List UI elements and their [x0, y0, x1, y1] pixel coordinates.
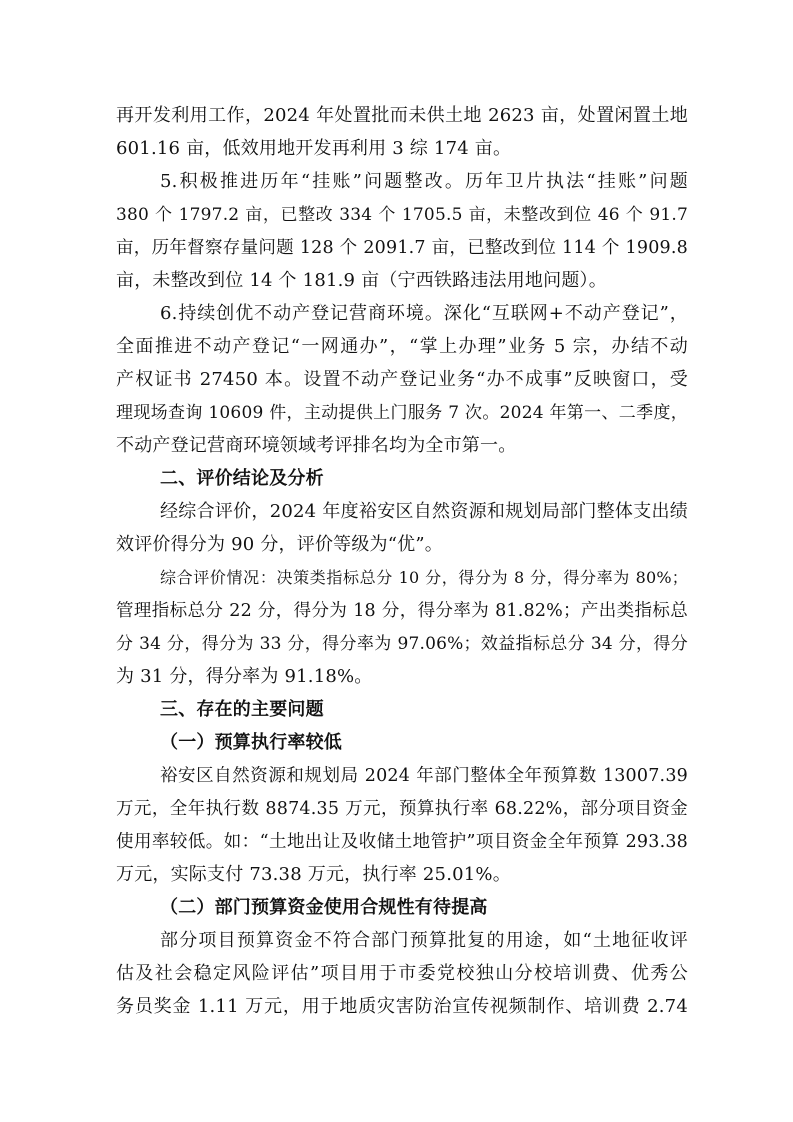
body-line: 380 个 1797.2 亩，已整改 334 个 1705.5 亩，未整改到位 46 个 91.7: [116, 205, 688, 225]
body-line: 万元，全年执行数 8874.35 万元，预算执行率 68.22%，部分项目资金: [116, 799, 688, 819]
body-line: 亩，历年督察存量问题 128 个 2091.7 亩，已整改到位 114 个 1909.8: [116, 238, 688, 258]
body-line: 裕安区自然资源和规划局 2024 年部门整体全年预算数 13007.39: [160, 766, 688, 786]
section-heading: 二、评价结论及分析: [160, 468, 324, 489]
subsection-heading: （二）部门预算资金使用合规性有待提高: [160, 897, 488, 918]
body-line: 使用率较低。如：“土地出让及收储土地管护”项目资金全年预算 293.38: [116, 832, 688, 852]
body-line: 估及社会稳定风险评估”项目用于市委党校独山分校培训费、优秀公: [116, 963, 688, 984]
body-line: 分 34 分，得分为 33 分，得分率为 97.06%；效益指标总分 34 分，得分: [116, 634, 688, 654]
body-line: 不动产登记营商环境领域考评排名均为全市第一。: [116, 435, 517, 456]
body-line: 经综合评价，2024 年度裕安区自然资源和规划局部门整体支出绩: [160, 501, 688, 522]
body-line: 效评价得分为 90 分，评价等级为“优”。: [116, 534, 443, 555]
section-heading: 三、存在的主要问题: [160, 699, 324, 720]
body-line: 务员奖金 1.11 万元，用于地质灾害防治宣传视频制作、培训费 2.74: [116, 996, 688, 1017]
body-line: 全面推进不动产登记“一网通办”，“掌上办理”业务 5 宗，办结不动: [116, 336, 688, 357]
body-line: 产权证书 27450 本。设置不动产登记业务“办不成事”反映窗口，受: [116, 369, 688, 390]
body-line: 管理指标总分 22 分，得分为 18 分，得分率为 81.82%；产出类指标总: [116, 601, 688, 621]
body-line: 601.16 亩，低效用地开发再利用 3 综 174 亩。: [116, 138, 512, 159]
body-line: 理现场查询 10609 件，主动提供上门服务 7 次。2024 年第一、二季度，: [116, 403, 688, 423]
body-line: 万元，实际支付 73.38 万元，执行率 25.01%。: [116, 864, 511, 885]
body-line: 部分项目预算资金不符合部门预算批复的用途，如“土地征收评: [160, 930, 688, 951]
body-line: 再开发利用工作，2024 年处置批而未供土地 2623 亩，处置闲置土地: [116, 105, 688, 126]
subsection-heading: （一）预算执行率较低: [160, 732, 342, 753]
body-line: 亩，未整改到位 14 个 181.9 亩（宁西铁路违法用地问题）。: [116, 270, 607, 291]
body-line: 综合评价情况：决策类指标总分 10 分，得分为 8 分，得分率为 80%；: [160, 568, 688, 587]
body-line: 6.持续创优不动产登记营商环境。深化“互联网+不动产登记”，: [160, 303, 688, 324]
body-line: 5.积极推进历年“挂账”问题整改。历年卫片执法“挂账”问题: [160, 171, 688, 192]
body-line: 为 31 分，得分率为 91.18%。: [116, 666, 373, 687]
